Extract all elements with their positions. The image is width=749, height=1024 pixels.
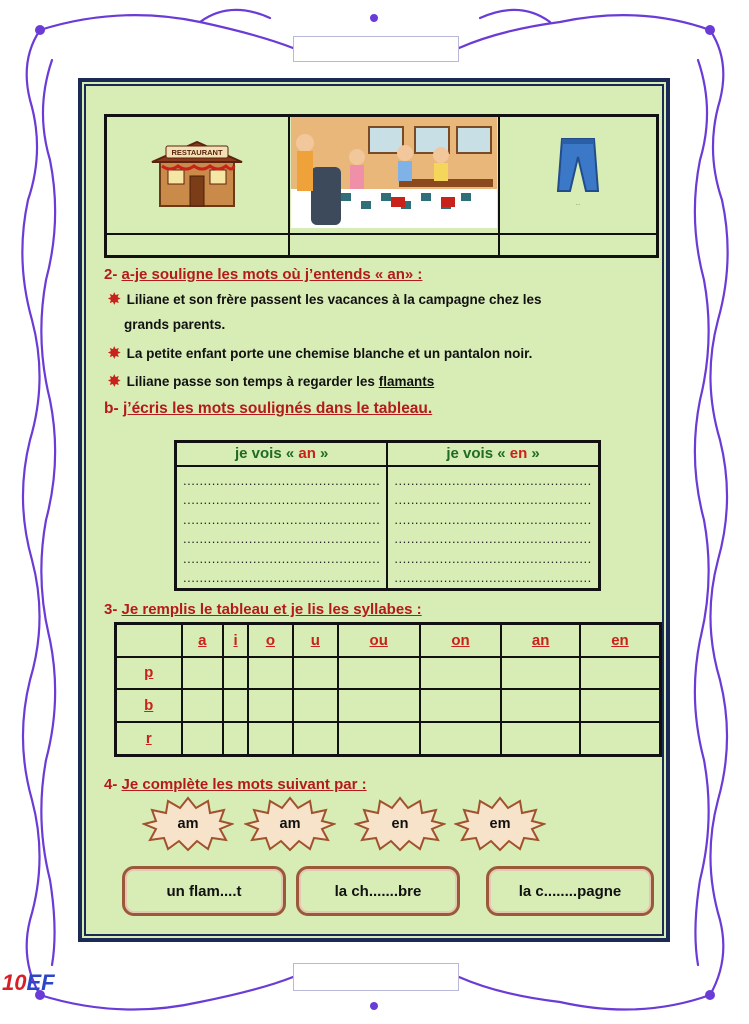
syllable-cell[interactable] (293, 657, 338, 690)
question-3-title: Je remplis le tableau et je lis les syllabes : (121, 601, 422, 618)
word-box-campagne[interactable]: la c........pagne (486, 866, 654, 916)
syllable-cell[interactable] (223, 722, 248, 756)
star-bullet-icon: ✸ (108, 373, 121, 390)
syllable-cell[interactable] (420, 722, 502, 756)
syllable-cell[interactable] (580, 722, 661, 756)
syllable-cell[interactable] (248, 722, 293, 756)
choice-burst-en (354, 796, 446, 852)
syllable-table-corner (116, 624, 182, 657)
choice-am-1: am (177, 816, 199, 832)
sentence-1-line-1: ✸ Liliane et son frère passent les vacances à la campagne chez les (108, 291, 542, 308)
question-2b-title: j’écris les mots soulignés dans le tableau. (122, 400, 433, 417)
sentence-3: ✸ Liliane passe son temps à regarder les flamants (108, 373, 435, 390)
syllable-cell[interactable] (580, 689, 661, 722)
syllable-row-p: p (116, 657, 182, 690)
title-box-top (293, 36, 459, 62)
question-3-number: 3- (104, 601, 118, 618)
choice-burst-am-2 (244, 796, 336, 852)
question-4-heading (104, 776, 367, 793)
syllable-col-ou: ou (338, 624, 420, 657)
syllable-cell[interactable] (248, 657, 293, 690)
syllable-col-u: u (293, 624, 338, 657)
worksheet-panel (80, 80, 668, 940)
syllable-col-on: on (420, 624, 502, 657)
question-3-heading (104, 601, 422, 618)
je-vois-an-answer-area[interactable]: ................................................ ................................................ ................................................ ................................................ ................................................ ................................................ (176, 466, 388, 590)
syllable-cell[interactable] (338, 657, 420, 690)
jeans-image (548, 133, 608, 213)
syllable-col-i: i (223, 624, 248, 657)
syllable-cell[interactable] (338, 689, 420, 722)
syllable-table (114, 622, 662, 757)
syllable-row-r: r (116, 722, 182, 756)
sentence-1-line-2: grands parents. (124, 317, 226, 332)
answer-cell-3[interactable] (499, 234, 658, 256)
syllable-col-an: an (501, 624, 580, 657)
syllable-col-en: en (580, 624, 661, 657)
restaurant-sign-text: RESTAURANT (171, 147, 223, 157)
syllable-cell[interactable] (580, 657, 661, 690)
picture-cell-jeans (499, 116, 658, 235)
question-4-number: 4- (104, 776, 118, 793)
answer-cell-2[interactable] (289, 234, 499, 256)
restaurant-scene-image (291, 117, 497, 228)
choice-burst-em (454, 796, 546, 852)
je-vois-an-header: je vois « an » (176, 442, 388, 466)
question-2b-heading (104, 400, 432, 418)
je-vois-en-answer-area[interactable]: ................................................ ................................................ ................................................ ................................................ ................................................ ................................................ (387, 466, 599, 590)
restaurant-image (148, 138, 246, 208)
syllable-cell[interactable] (501, 722, 580, 756)
word-box-chambre[interactable]: la ch.......bre (296, 866, 460, 916)
picture-table (104, 114, 659, 258)
syllable-row-b: b (116, 689, 182, 722)
picture-cell-restaurant (106, 116, 289, 235)
picture-cell-restaurant-scene (289, 116, 499, 235)
choice-en: en (391, 816, 409, 832)
syllable-cell[interactable] (293, 689, 338, 722)
syllable-cell[interactable] (420, 657, 502, 690)
syllable-cell[interactable] (501, 657, 580, 690)
syllable-col-o: o (248, 624, 293, 657)
question-2-heading (104, 266, 422, 283)
syllable-cell[interactable] (338, 722, 420, 756)
site-logo: 10EF (2, 970, 55, 995)
syllable-cell[interactable] (182, 689, 224, 722)
syllable-cell[interactable] (182, 722, 224, 756)
je-vois-en-header: je vois « en » (387, 442, 599, 466)
question-2b-label: b- (104, 400, 119, 417)
choice-am-2: am (279, 816, 301, 832)
star-bullet-icon: ✸ (108, 291, 121, 308)
question-2-number: 2- (104, 266, 118, 283)
question-2-title: a-je souligne les mots où j’entends « an» : (121, 266, 423, 283)
underlined-word-flamants: flamants (378, 374, 435, 389)
word-box-flam[interactable]: un flam....t (122, 866, 286, 916)
je-vois-table (174, 440, 601, 591)
question-4-title: Je complète les mots suivant par : (121, 776, 367, 793)
choice-em: em (489, 816, 511, 832)
syllable-cell[interactable] (501, 689, 580, 722)
syllable-col-a: a (182, 624, 224, 657)
star-bullet-icon: ✸ (108, 345, 121, 362)
choice-burst-am-1 (142, 796, 234, 852)
sentence-2: ✸ La petite enfant porte une chemise blanche et un pantalon noir. (108, 345, 533, 362)
jeans-caption: ... (575, 200, 580, 207)
syllable-cell[interactable] (223, 657, 248, 690)
syllable-cell[interactable] (248, 689, 293, 722)
syllable-cell[interactable] (293, 722, 338, 756)
syllable-cell[interactable] (223, 689, 248, 722)
title-box-bottom (293, 963, 459, 991)
answer-cell-1[interactable] (106, 234, 289, 256)
syllable-cell[interactable] (420, 689, 502, 722)
syllable-cell[interactable] (182, 657, 224, 690)
